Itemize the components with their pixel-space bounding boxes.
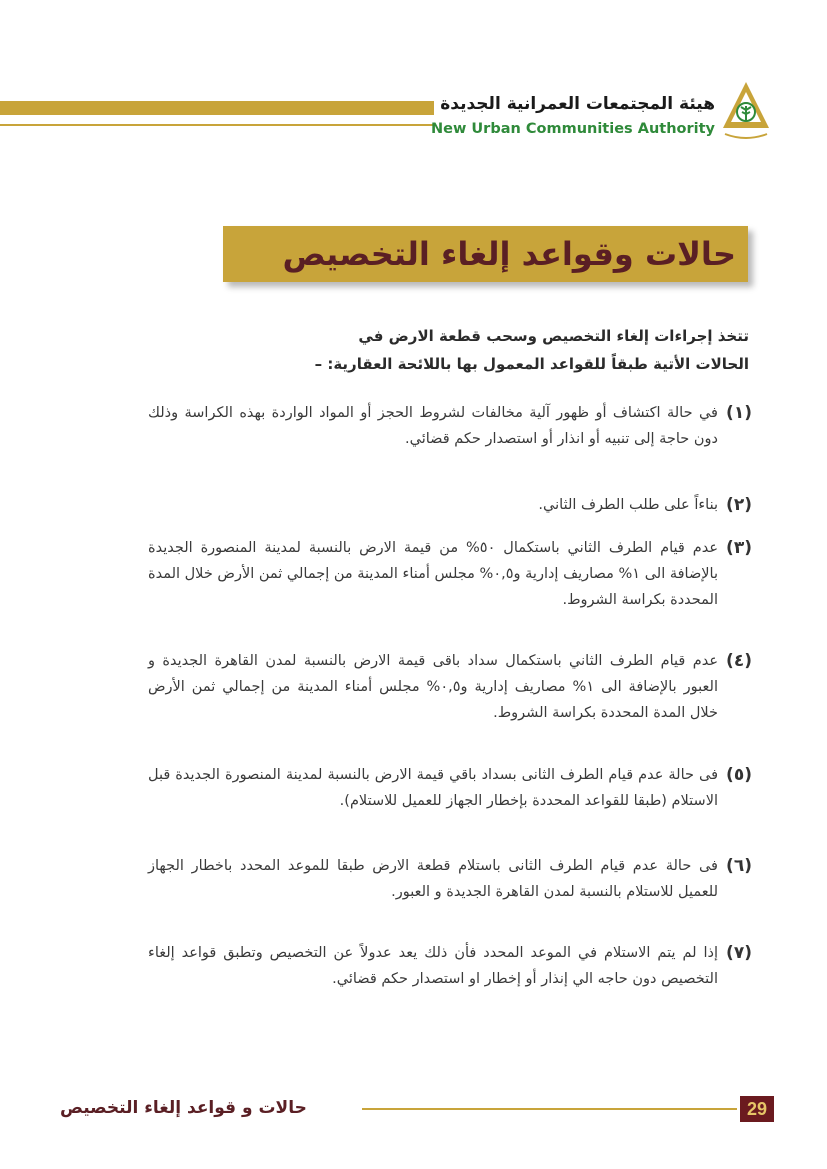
list-item <box>72 940 752 992</box>
page-number: 29 <box>740 1096 774 1122</box>
item-number: (٣) <box>726 538 752 558</box>
org-name-arabic: هيئة المجتمعات العمرانية الجديدة <box>440 94 715 114</box>
item-text: في حالة اكتشاف أو ظهور آلية مخالفات لشروط الحجز أو المواد الواردة بهذه الكراسة وذلك دون حاجة إلى تنبيه أو انذار أو استصدار حكم قضائي. <box>148 405 718 447</box>
item-text: إذا لم يتم الاستلام في الموعد المحدد فأن ذلك يعد عدولاً عن التخصيص وتطبق قواعد إلغاء التخصيص دون حاجه الي إنذار أو إخطار او استصدار حكم قضائي. <box>148 945 718 987</box>
list-item <box>72 853 752 905</box>
item-text: فى حالة عدم قيام الطرف الثانى بسداد باقي قيمة الارض بالنسبة لمدينة المنصورة الجديدة قبل الاستلام (طبقا للقواعد المحددة بإخطار الجهاز للعميل للاستلام). <box>148 767 718 809</box>
nuca-logo-icon <box>719 80 773 142</box>
org-name-english: New Urban Communities Authority <box>431 121 715 137</box>
item-text: عدم قيام الطرف الثاني باستكمال سداد باقى قيمة الارض بالنسبة لمدن القاهرة الجديدة و العبور بالإضافة الى ١% مصاريف إدارية و٠,٥% مجلس أمناء المدينة من إجمالي ثمن الأرض خلال المدة المحددة بكراسة الشروط. <box>148 653 718 721</box>
header-org-name <box>415 92 715 139</box>
list-item <box>72 762 752 814</box>
list-item <box>72 400 752 452</box>
footer-section-title: حالات و قواعد إلغاء التخصيص <box>60 1098 307 1118</box>
intro-line-2: الحالات الأتية طبقاً للقواعد المعمول بها باللائحة العقارية: – <box>314 355 749 373</box>
header-accent-line <box>0 124 434 126</box>
list-item <box>72 492 752 518</box>
item-number: (١) <box>726 403 752 423</box>
header-accent-bar <box>0 101 434 115</box>
item-text: عدم قيام الطرف الثاني باستكمال ٥٠% من قيمة الارض بالنسبة لمدينة المنصورة الجديدة بالإضافة الى ١% مصاريف إدارية و٠,٥% مجلس أمناء المدينة من إجمالي ثمن الأرض خلال المدة المحددة بكراسة الشروط. <box>148 540 718 608</box>
intro-line-1: تتخذ إجراءات إلغاء التخصيص وسحب قطعة الارض في <box>358 327 749 345</box>
list-item <box>72 535 752 613</box>
item-text: فى حالة عدم قيام الطرف الثانى باستلام قطعة الارض طبقا للموعد المحدد باخطار الجهاز للعميل للاستلام بالنسبة لمدن القاهرة الجديدة و العبور. <box>148 858 718 900</box>
item-number: (٧) <box>726 943 752 963</box>
item-number: (٢) <box>726 495 752 515</box>
list-item <box>72 648 752 726</box>
item-text: بناءاً على طلب الطرف الثاني. <box>538 497 718 513</box>
item-number: (٤) <box>726 651 752 671</box>
footer-divider <box>362 1108 737 1110</box>
page-title: حالات وقواعد إلغاء التخصيص <box>282 235 736 273</box>
item-number: (٦) <box>726 856 752 876</box>
intro-paragraph <box>229 322 749 378</box>
item-number: (٥) <box>726 765 752 785</box>
title-banner <box>223 226 748 282</box>
